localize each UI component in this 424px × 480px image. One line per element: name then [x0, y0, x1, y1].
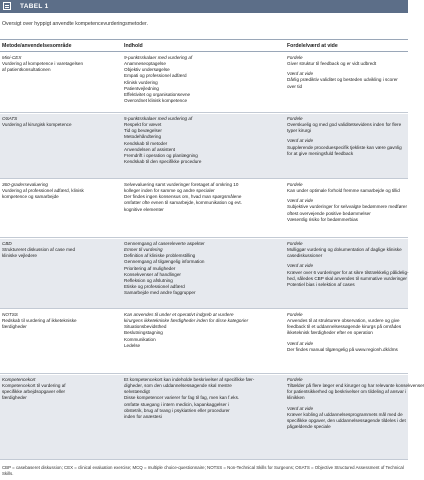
pros-text: pågældende speciale	[287, 424, 331, 430]
content-item: Objektiv undersøgelse	[124, 67, 170, 73]
content-item: Effektivitet og organisationsevne	[124, 91, 191, 97]
pros-text: feedback til et uddannelsessøgende kirurgs på områdes	[287, 324, 402, 330]
content-item: Patientvejledning	[124, 85, 159, 91]
content-item: Kendskab til metoder	[124, 140, 168, 146]
pros-text: Væsentlig risiko for bedømmerbias	[287, 216, 358, 222]
pros-label: Fordele	[287, 182, 303, 187]
content-item: Beslutningstagning	[124, 330, 163, 336]
content-item: Anamneseoptagelse	[124, 61, 166, 67]
content-item: Samarbejde med andre faggrupper	[124, 290, 196, 296]
pros-text: Der findes manual tilgængelig på www.regionh.dk/dms	[287, 346, 398, 352]
pros-text: over tid	[287, 83, 303, 89]
method-description: færdigheder	[2, 395, 27, 401]
method-cell	[2, 312, 122, 330]
content-item: Anvendelsen af assistent	[124, 146, 176, 152]
pros-cell	[287, 312, 407, 353]
pros-cell	[287, 182, 407, 223]
pros-label: Fordele	[287, 116, 303, 121]
pros-text: Subjektive vurderinger for selvvalgte bedømmere medfører	[287, 204, 407, 210]
content-item: inden for anæstesi	[124, 413, 162, 419]
content-cell	[124, 241, 282, 296]
pros-text: specifikke opgaver, den uddannelsessøgende tildeles i det	[287, 417, 406, 423]
table-icon	[3, 2, 11, 10]
header-bottom-rule	[0, 51, 408, 52]
method-name: CBD	[2, 241, 12, 246]
content-item: Disse kompetencer varierer for fag til fag, men kan f.eks.	[124, 395, 240, 401]
method-description: Vurdering af kompetence i varetagelsen	[2, 61, 84, 67]
method-name: Kompetencekort	[2, 377, 36, 382]
pros-label: Fordele	[287, 377, 303, 382]
pros-text: typer kirurgi	[287, 128, 311, 134]
method-description: Kompetencekort til vurdering af	[2, 383, 66, 389]
pros-cell	[287, 55, 407, 90]
pros-text: Tiltælder på flere læger end kirurger og har relevante konsekvenser	[287, 383, 424, 389]
content-item: Gennemgang af tilgængelig information	[124, 259, 205, 265]
method-name: 360-gradersevaluering	[2, 182, 48, 187]
pros-label: Værd at vide	[287, 340, 314, 346]
pros-text: klinikken	[287, 395, 305, 401]
table-footnote: CBP = casebaseret diskussion; CEX = clinical evaluation exercise; MCQ = multiple choice-questionnaire; NOTSS = Non-Technical Skills for Surgeons; OSATS = Objective Structured Assessment of Technical Skills.	[2, 465, 404, 476]
pros-text: Anvendes til at strukturere observation, vurdere og give	[287, 318, 400, 324]
pros-text: for at give meningsfuld feedback	[287, 150, 354, 156]
header-top-rule	[0, 39, 408, 40]
table-row	[0, 53, 408, 112]
pros-cell	[287, 241, 407, 288]
table-row	[0, 239, 408, 308]
content-item: Kendskab til den specifikke procedure	[124, 159, 202, 165]
pros-text: hed, således CBP skal anvendes til summative vurderinger	[287, 275, 407, 281]
content-item: Kommunikation	[124, 336, 156, 342]
content-title: 5-punktsskalaer med vurdering af	[124, 116, 193, 121]
method-description: specifikke arbejdsopgaver eller	[2, 389, 66, 395]
pros-label: Værd at vide	[287, 71, 314, 77]
method-description: færdigheder	[2, 324, 27, 330]
content-item: Metodehåndtering	[124, 134, 162, 140]
method-description: Struktureret diskussion af case med	[2, 247, 76, 253]
row-divider	[0, 178, 408, 179]
content-item: selvstændigt	[124, 389, 150, 395]
table-caption: Oversigt over hyppigt anvendte kompetencevurderingsmetoder.	[2, 21, 148, 27]
pros-text: Dårlig prædiktiv validitet og besteden udvikling i scorer	[287, 77, 398, 83]
content-item: Respekt for vævet	[124, 122, 162, 128]
pros-label: Værd at vide	[287, 198, 314, 204]
pros-cell	[287, 377, 424, 430]
content-item: kolleger inden for samme og andre specialer	[124, 188, 215, 194]
pros-label: Fordele	[287, 241, 303, 246]
content-item: Fremdrift i operation og planlægning	[124, 152, 198, 158]
row-divider	[0, 308, 408, 309]
content-item: omfatter ofte evnen til samarbejde, kommunikation og evt.	[124, 200, 242, 206]
pros-text: Giver struktur til feedback og er vidt udbredt	[287, 61, 377, 67]
content-item: omfatte stuegang i intern medicin, kapankaggelser i	[124, 401, 229, 407]
pros-label: Fordele	[287, 312, 303, 317]
method-name: OSATS	[2, 116, 18, 121]
pros-text: Overskuelig og med god validitetsevidens inden for flere	[287, 122, 402, 128]
method-cell	[2, 241, 122, 259]
method-description: kliniske vejledere	[2, 253, 37, 259]
content-item: Klinisk vurdering	[124, 79, 158, 85]
content-item: Emner til vurdering	[124, 247, 163, 253]
method-cell	[2, 55, 122, 73]
table-row	[0, 114, 408, 178]
method-description: af patientkonsultationen	[2, 67, 51, 73]
content-item: Konsekvenser af handlinger	[124, 271, 181, 277]
method-description: kompetence og samarbejde	[2, 194, 59, 200]
pros-text: Kræver over 6 vurderinger for at sikre tilstrækkelig pålidelig-	[287, 269, 409, 275]
content-item: kognitive elementer	[124, 206, 164, 212]
content-item: Tid og bevægelser	[124, 128, 162, 134]
content-item: digheder, som den uddannelsessøgende skal mestre	[124, 383, 232, 389]
pros-label: Værd at vide	[287, 405, 314, 411]
pros-text: casediskussioner	[287, 253, 323, 259]
method-name: Mini-CEX	[2, 55, 22, 60]
table-row	[0, 310, 408, 373]
content-cell	[124, 377, 282, 420]
method-cell	[2, 182, 122, 200]
table-header-bar	[0, 0, 408, 13]
pros-text: Potentiel bias i selektion af cases	[287, 281, 355, 287]
table-row	[0, 375, 424, 459]
method-cell	[2, 116, 122, 128]
content-item: Der findes ingen konsensus om, hvad man spørgsmålene	[124, 194, 242, 200]
content-item: Prioritering af muligheder	[124, 265, 176, 271]
content-title: Kan anvendes til under et operativt indgreb at vurdere	[124, 312, 234, 317]
table-title: TABEL 1	[20, 3, 49, 10]
pros-text: Kræver kobling af uddannelsesprogrammets mål med de	[287, 411, 403, 417]
content-item: Definition af kliniske problemstilling	[124, 253, 196, 259]
content-item: Gennemgang af casereleverte aspekter	[124, 241, 205, 246]
pros-text: oftest overvejende positive bedømmelser	[287, 210, 371, 216]
column-header-pros: Fordele/værd at vide	[287, 43, 338, 49]
pros-text: Kan under optimale forhold fremme samarbejde og tillid	[287, 188, 400, 194]
row-divider	[0, 459, 408, 460]
content-item: Empati og professionel adfærd	[124, 73, 187, 79]
pros-text: Supplerende proceduespecifik tjekliste kan være gavnlig	[287, 144, 402, 150]
content-cell	[124, 182, 282, 213]
method-description: Vurdering af professionel adfærd, klinisk	[2, 188, 84, 194]
method-name: NOTSS	[2, 312, 18, 317]
content-item: Etiske og professionel adfærd	[124, 284, 185, 290]
content-cell	[124, 116, 282, 165]
content-cell	[124, 312, 282, 349]
pros-label: Værd at vide	[287, 263, 314, 269]
content-cell	[124, 55, 282, 104]
table-row	[0, 180, 408, 237]
content-item: Refleksion og afslutning	[124, 277, 173, 283]
content-item: Et kompetencekort kan indeholde beskrivelser af specifikke fær-	[124, 377, 255, 382]
column-header-content: Indhold	[124, 43, 143, 49]
content-item: Selvevaluering samt vurderinger foretaget af omkring 10	[124, 182, 239, 187]
pros-cell	[287, 116, 407, 157]
content-item: Ledelse	[124, 342, 141, 348]
method-description: Vurdering af kirurgisk kompetence	[2, 122, 72, 128]
row-divider	[0, 373, 408, 374]
content-item: kirurgens ikketekniske færdigheder inden for disse kategorier	[124, 318, 249, 324]
content-item: Overordnet klinisk kompetence	[124, 98, 188, 104]
content-item: Situationsbevidsthed	[124, 324, 167, 330]
column-header-method: Metode/anvendelsesområde	[2, 43, 72, 49]
pros-text: for patientsikkerhed og beskrivelser om tildeling af ansvar i	[287, 389, 407, 395]
pros-text: Mulliggør vurdering og dokumentation af daglige kliniske	[287, 247, 402, 253]
content-item: obstetrik, brug af tvang i psykiatrien eller procedurer	[124, 407, 230, 413]
pros-text: ikketeknisk færdigheder efter en operation	[287, 330, 373, 336]
content-title: 9-punktsskalaer med vurdering af	[124, 55, 193, 60]
pros-label: Fordele	[287, 55, 303, 60]
row-divider	[0, 237, 408, 238]
method-cell	[2, 377, 122, 402]
pros-label: Værd at vide	[287, 138, 314, 144]
method-description: Redskab til vurdering af ikketekniske	[2, 318, 77, 324]
row-divider	[0, 112, 408, 113]
